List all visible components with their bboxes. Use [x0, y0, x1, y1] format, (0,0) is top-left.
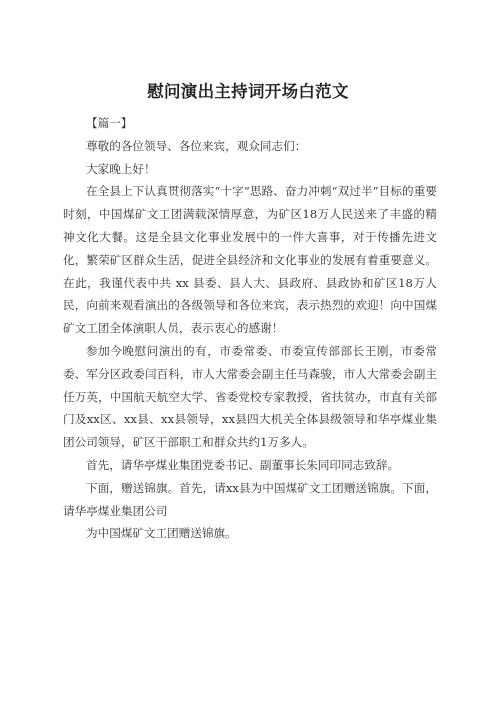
body-paragraph: 在全县上下认真贯彻落实“十字”思路、奋力冲刺“双过半”目标的重要时刻，中国煤矿文工团满载深情厚意，为矿区18万人民送来了丰盛的精神文化大餐。这是全县文化事业发展中的一件大喜事，对于传播先进文化，繁荣矿区群众生活，促进全县经济和文化事业的发展有着重要意义。在此，我谨代表中共 xx 县委、县人大、县政府、县政协和矿区18万人民，向前来观看演出的各级领导和各位来宾，表示热烈的欢迎！向中国煤矿文工团全体演职人员，表示衷心的感谢！	[63, 184, 437, 336]
greeting-paragraph: 大家晚上好！	[86, 161, 156, 176]
body-paragraph: 首先，请华亭煤业集团党委书记、副董事长朱同印同志致辞。	[86, 457, 400, 472]
document-body	[63, 112, 437, 545]
section-heading: 【篇一】	[86, 116, 133, 130]
body-paragraph: 为中国煤矿文工团赠送锦旗。	[86, 526, 237, 541]
document-title: 慰问演出主持词开场白范文	[147, 82, 349, 101]
body-paragraph: 参加今晚慰问演出的有，市委常委、市委宣传部部长王刚，市委常委、军分区政委闫百科，市人大常委会副主任马森骏，市人大常委会副主任万英，中国航天航空大学、省委党校专家教授，省扶贫办，市直有关部门及xx区、xx县、xx县领导，xx县四大机关全体县级领导和华亭煤业集团公司领导，矿区干部职工和群众共约1万多人。	[63, 343, 437, 450]
body-paragraph: 下面，赠送锦旗。首先，请xx县为中国煤矿文工团赠送锦旗。下面，请华亭煤业集团公司	[63, 480, 437, 518]
salutation-paragraph: 尊敬的各位领导、各位来宾，观众同志们：	[86, 138, 307, 153]
